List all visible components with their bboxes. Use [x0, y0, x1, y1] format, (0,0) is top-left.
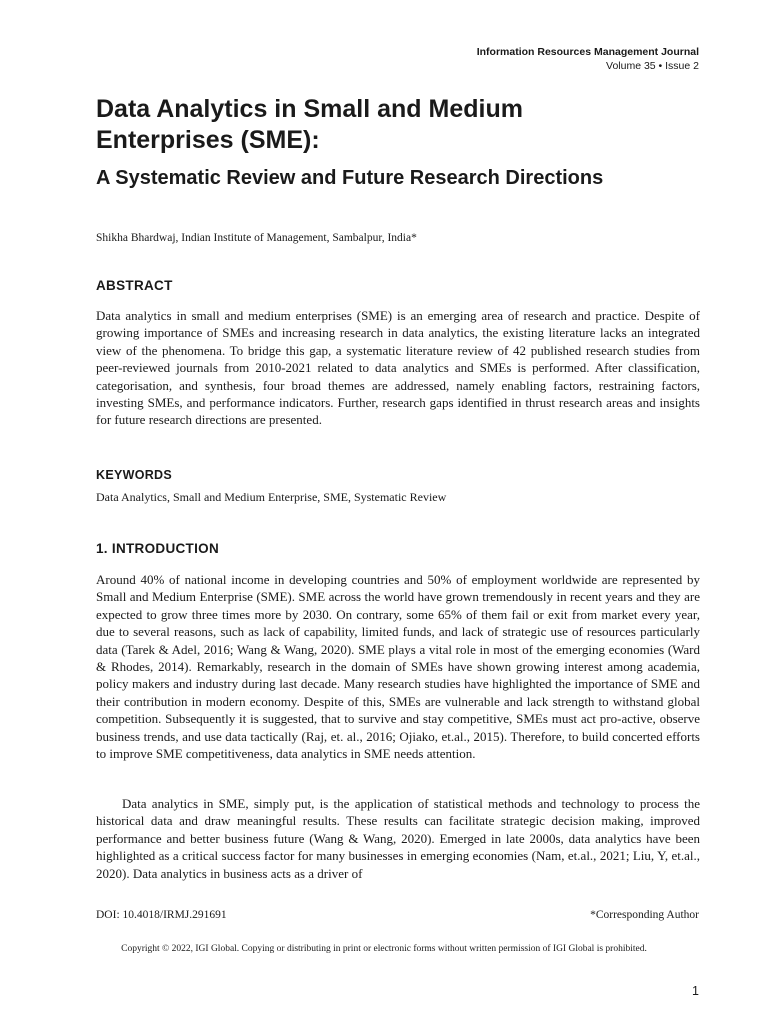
volume-issue: Volume 35 • Issue 2: [606, 60, 699, 72]
keywords-text: Data Analytics, Small and Medium Enterprise, SME, Systematic Review: [96, 490, 447, 504]
keywords-heading: KEYWORDS: [96, 468, 173, 482]
abstract-heading: ABSTRACT: [96, 278, 173, 293]
article-title: Data Analytics in Small and Medium Enterprises (SME):: [96, 95, 523, 154]
doi: DOI: 10.4018/IRMJ.291691: [96, 909, 227, 921]
page-number: 1: [692, 984, 699, 998]
journal-header: [477, 45, 699, 73]
abstract-text: Data analytics in small and medium enterprises (SME) is an emerging area of research and practice. Despite of growing importance of SMEs and increasing research in data analytics, the existing literature lacks an integrated view of the phenomena. To bridge this gap, a systematic literature review of 42 published research studies from peer-reviewed journals from 2010-2021 related to data analytics and SMEs is performed. After classification, categorisation, and synthesis, four broad themes are addressed, namely enabling factors, restraining factors, investing SMEs, and performance indicators. Further, research gaps identified in thrust research areas and insights for future research directions are presented.: [96, 308, 700, 428]
article-subtitle: A Systematic Review and Future Research Directions: [96, 167, 604, 189]
introduction-paragraph-2: Data analytics in SME, simply put, is the application of statistical methods and technology to process the historical data and draw meaningful results. These results can facilitate strategic decision making, improved performance and better business future (Wang & Wang, 2020). Emerged in late 2000s, data analytics have been highlighted as a critical success factor for many businesses in emerging economies (Nam, et.al., 2021; Liu, Y, et.al., 2020). Data analytics in business acts as a driver of: [96, 796, 700, 881]
journal-name: Information Resources Management Journal: [476, 46, 699, 58]
author-line: Shikha Bhardwaj, Indian Institute of Management, Sambalpur, India*: [96, 232, 417, 244]
introduction-paragraph-1: Around 40% of national income in developing countries and 50% of employment worldwide are represented by Small and Medium Enterprise (SME). SME across the world have grown tremendously in recent years and they are expected to grow three times more by 2030. On contrary, some 65% of them fail or exit from market every year, due to several reasons, such as lack of capability, limited funds, and lack of strategic use of resources particularly data (Tarek & Adel, 2016; Wang & Wang, 2020). SME plays a vital role in most of the emerging economies (Ward & Rhodes, 2014). Remarkably, research in the domain of SMEs have shown growing interest among academia, policy makers and industry during last decade. Many research studies have highlighted the importance of SME and their contribution in modern economy. Despite of this, SMEs are vulnerable and lack strength to withstand global competition. Subsequently it is suggested, that to survive and stay competitive, SMEs must act pro-active, observe business trends, and use data tactically (Raj, et. al., 2016; Ojiako, et.al., 2015). Therefore, to build concerted efforts to improve SME competitiveness, data analytics in SME needs attention.: [96, 572, 700, 762]
corresponding-author-note: *Corresponding Author: [590, 909, 699, 921]
copyright-notice: Copyright © 2022, IGI Global. Copying or distributing in print or electronic forms without written permission of IGI Global is prohibited.: [121, 944, 647, 954]
introduction-heading: 1. INTRODUCTION: [96, 541, 220, 556]
